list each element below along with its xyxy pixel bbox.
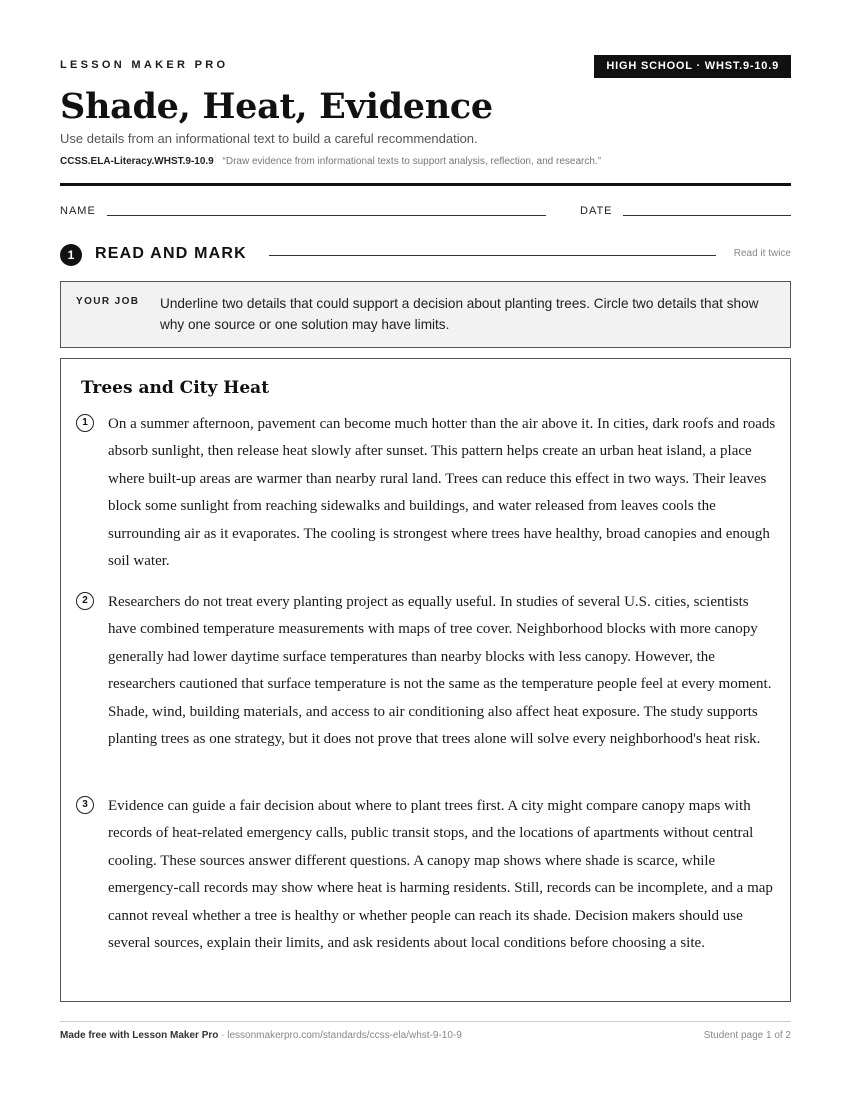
page-subtitle: Use details from an informational text to build a careful recommendation. xyxy=(60,131,478,146)
paragraph-text: Researchers do not treat every planting project as equally useful. In studies of several U.S. cities, scientists have combined temperature measurements with maps of tree cover. Neighborhood blocks with more canopy generally had lower daytime surface temperatures than nearby blocks with less canopy. However, the researchers cautioned that surface temperature is not the same as the temperature people feel at every moment. Shade, wind, building materials, and access to air conditioning also affect heat exposure. The study supports planting trees as one strategy, but it does not prove that trees alone will solve every neighborhood's heat risk. xyxy=(108,594,772,748)
header-divider xyxy=(60,183,791,186)
paragraph-text: On a summer afternoon, pavement can become much hotter than the air above it. In cities, dark roofs and roads absorb sunlight, then release heat slowly after sunset. This pattern helps create an urban heat island, a place where built-up areas are warmer than nearby rural land. Trees can reduce this effect in two ways. Their leaves block some sunlight from reaching sidewalks and buildings, and water released from leaves cools the surrounding air as it evaporates. The cooling is strongest where trees have healthy, broad canopies and enough soil water. xyxy=(108,416,776,570)
instructions-box xyxy=(60,281,791,348)
name-field[interactable] xyxy=(107,215,546,216)
page-title: Shade, Heat, Evidence xyxy=(60,86,493,127)
date-label: DATE xyxy=(580,205,613,217)
paragraph-number: 3 xyxy=(76,796,94,814)
date-field[interactable] xyxy=(623,215,791,216)
passage-title: Trees and City Heat xyxy=(81,378,270,398)
name-label: NAME xyxy=(60,205,96,217)
footer-link[interactable]: · lessonmakerpro.com/standards/ccss-ela/whst-9-10-9 xyxy=(218,1030,462,1041)
section-note: Read it twice xyxy=(733,248,791,259)
section-divider xyxy=(269,255,716,256)
section-title: READ AND MARK xyxy=(95,245,247,262)
paragraph-number: 1 xyxy=(76,414,94,432)
page-number: Student page 1 of 2 xyxy=(703,1030,791,1041)
name-date-row xyxy=(60,203,791,219)
footer-credit xyxy=(60,1030,462,1041)
instructions-text: Underline two details that could support a decision about planting trees. Circle two details that show why one source or one solution may have limits. xyxy=(160,296,759,332)
standard-line xyxy=(60,156,601,167)
paragraph-number: 2 xyxy=(76,592,94,610)
instructions-label: YOUR JOB xyxy=(76,296,140,307)
standard-code: CCSS.ELA-Literacy.WHST.9-10.9 xyxy=(60,156,214,167)
footer-brand: Made free with Lesson Maker Pro xyxy=(60,1030,219,1041)
section-heading xyxy=(60,242,791,266)
section-number-badge: 1 xyxy=(60,244,82,266)
grade-badge: HIGH SCHOOL · WHST.9-10.9 xyxy=(594,55,791,78)
brand-name: LESSON MAKER PRO xyxy=(60,59,229,71)
standard-text: “Draw evidence from informational texts to support analysis, reflection, and research.” xyxy=(222,156,602,167)
header-row xyxy=(60,55,791,79)
paragraph-text: Evidence can guide a fair decision about where to plant trees first. A city might compare canopy maps with records of heat-related emergency calls, public transit stops, and the locations of apartments without central cooling. These sources answer different questions. A canopy map shows where shade is scarce, while emergency-call records may show where heat is harming residents. Still, records can be incomplete, and a map cannot reveal whether a tree is healthy or whether people can reach its shade. Decision makers should use several sources, explain their limits, and ask residents about local conditions before choosing a site. xyxy=(108,798,773,952)
footer-divider xyxy=(60,1021,791,1022)
reading-passage xyxy=(60,358,791,1002)
